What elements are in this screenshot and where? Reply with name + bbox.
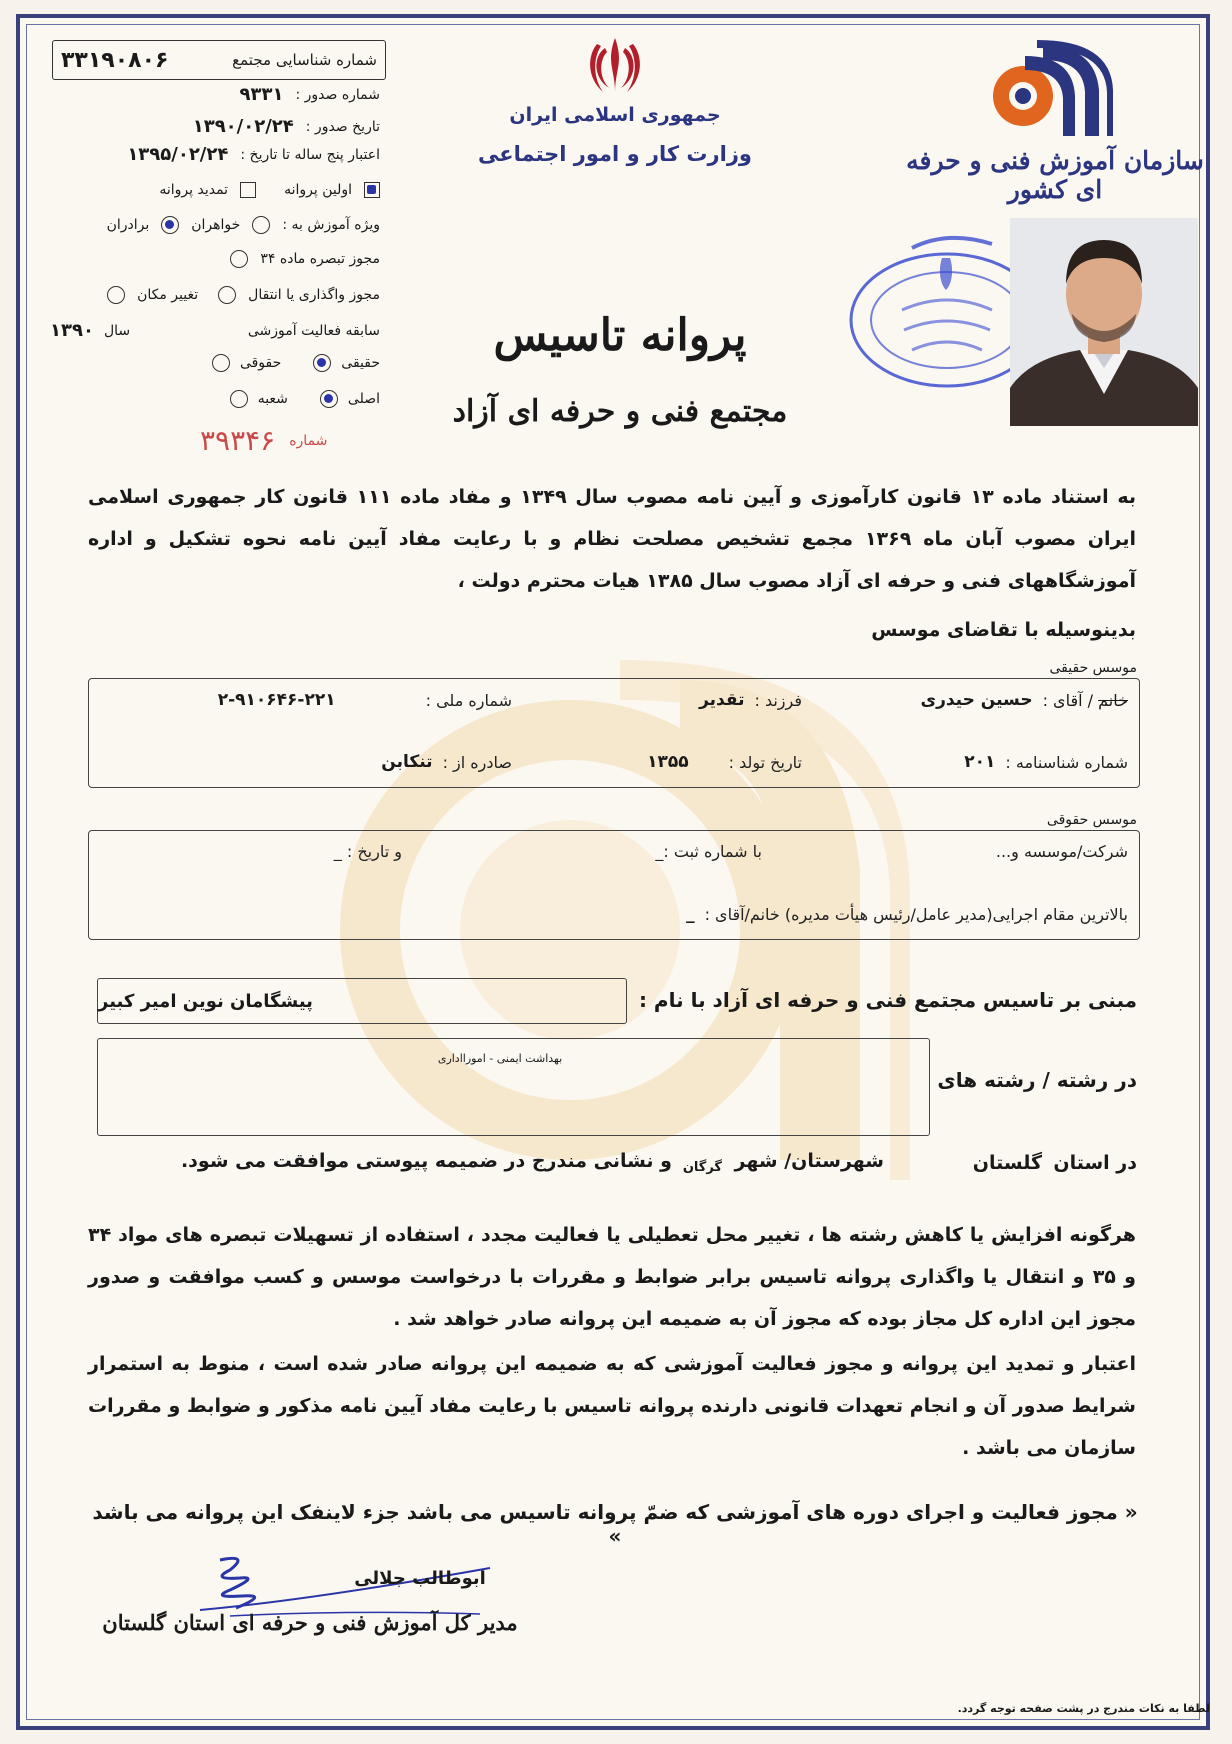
registration-number: ۳۳۱۹۰۸۰۶: [61, 47, 169, 73]
validity-date: ۱۳۹۵/۰۲/۲۴: [127, 144, 229, 165]
main-radio: [320, 390, 338, 408]
transfer-row: [107, 286, 380, 304]
manager-label: بالاترین مقام اجرایی(مدیر عامل/رئیس هیأت مدیره) خانم/آقای :: [704, 904, 1128, 924]
gender-row: [107, 216, 380, 234]
birth-cert-label: شماره شناسنامه :: [1005, 752, 1128, 772]
sisters-radio: [252, 216, 270, 234]
institute-name: پیشگامان نوین امیر کبیر: [98, 990, 313, 1012]
father-field: [699, 690, 802, 710]
serial-label: شماره: [289, 432, 328, 449]
signer-title: مدیر کل آموزش فنی و حرفه ای استان گلستان: [102, 1610, 518, 1635]
history-row: [50, 320, 380, 341]
notice-paragraph-2: اعتبار و تمدید این پروانه و مجوز فعالیت آموزشی که به ضمیمه این پروانه صادر شده است ، منوط به استمرار شرایط صدور آن و انجام تعهدات قانونی دارنده پروانه تاسیس با رعایت مفاد آیین نامه مذکور و ضوابط و مقررات سازمان می باشد .: [88, 1353, 1136, 1459]
registration-label: شماره شناسایی مجتمع: [232, 51, 377, 69]
republic-title: جمهوری اسلامی ایران: [509, 104, 721, 126]
issued-from: تنکابن: [381, 752, 433, 772]
first-license-label: اولین پروانه: [284, 182, 352, 198]
father-label: فرزند :: [754, 690, 802, 710]
issue-date: ۱۳۹۰/۰۲/۲۴: [192, 116, 294, 137]
serial-number: ۳۹۳۴۶: [200, 424, 276, 457]
ministry-title: وزارت کار و امور اجتماعی: [478, 142, 752, 166]
legal-date-field: [334, 842, 402, 861]
national-id-field: [218, 690, 512, 710]
year-value: ۱۳۹۰: [50, 320, 94, 341]
history-label: سابقه فعالیت آموزشی: [247, 322, 380, 339]
brothers-radio: [161, 216, 179, 234]
change-location-radio: [107, 286, 125, 304]
footer-note: لطفا به نکات مندرج در پشت صفحه توجه گردد.: [957, 1702, 1210, 1715]
main-label: اصلی: [347, 391, 380, 407]
institute-name-box: [97, 978, 627, 1024]
legal-label: حقوقی: [239, 355, 282, 371]
birth-date: ۱۳۵۵: [647, 752, 689, 772]
organization-logo-icon: [985, 40, 1115, 140]
transfer-label: مجوز واگذاری یا انتقال: [248, 287, 380, 303]
province-label: در استان: [1053, 1152, 1137, 1174]
title-female-struck: خانم: [1098, 690, 1128, 710]
founder-photo: [1010, 218, 1198, 426]
issue-date-row: [193, 116, 380, 137]
natural-founder-label: موسس حقیقی: [1049, 660, 1137, 676]
article34-row: [230, 250, 380, 268]
renewal-checkbox: [240, 182, 256, 198]
first-license-checkbox: [364, 182, 380, 198]
issue-number-label: شماره صدور :: [295, 86, 380, 103]
validity-label: اعتبار پنج ساله تا تاریخ :: [240, 146, 380, 163]
issued-from-label: صادره از :: [442, 752, 512, 772]
fields-value: بهداشت ایمنی - امورااداری: [437, 1052, 563, 1065]
location-tail: و نشانی مندرج در ضمیمه پیوستی موافقت می شود.: [180, 1150, 672, 1172]
brothers-label: برادران: [106, 217, 150, 233]
founder-name: حسین حیدری: [920, 690, 1033, 710]
article34-radio: [230, 250, 248, 268]
issued-from-field: [381, 752, 512, 772]
legal-date-label: و تاریخ : _: [333, 842, 402, 861]
natural-radio: [313, 354, 331, 372]
manager-field: [686, 904, 1128, 924]
license-type-row: [159, 182, 380, 198]
registration-number-box: [52, 40, 386, 80]
founder-name-field: [920, 690, 1128, 710]
validity-row: [127, 144, 380, 165]
city-label: شهرستان/ شهر: [734, 1150, 884, 1172]
portrait-icon: [1010, 218, 1198, 426]
renewal-label: تمدید پروانه: [159, 182, 229, 198]
natural-legal-row: [212, 354, 380, 372]
company-field: [996, 842, 1128, 861]
natural-label: حقیقی: [341, 355, 380, 371]
sisters-label: خواهران: [191, 217, 241, 233]
intro-paragraph: به استناد ماده ۱۳ قانون کارآموزی و آیین نامه مصوب سال ۱۳۴۹ و مفاد ماده ۱۱۱ قانون کار جمهوری اسلامی ایران مصوب آبان ماه ۱۳۶۹ مجمع تشخیص مصلحت نظام و با رعایت مفاد آیین نامه نحوه تشکیل و اداره آموزشگاههای فنی و حرفه ای آزاد مصوب سال ۱۳۸۵ هیات محترم دولت ،: [88, 486, 1136, 592]
province-value: گلستان: [972, 1152, 1042, 1174]
national-id-label: شماره ملی :: [425, 690, 512, 710]
institute-label: مبنی بر تاسیس مجتمع فنی و حرفه ای آزاد با نام :: [638, 988, 1137, 1012]
document-title: پروانه تاسیس: [493, 310, 747, 361]
serial-row: [200, 424, 327, 457]
branch-label: شعبه: [257, 391, 288, 407]
legal-reg-field: [655, 842, 762, 861]
year-label: سال: [103, 322, 131, 339]
branch-radio: [230, 390, 248, 408]
national-id: ۲-۹۱۰۶۴۶-۲۲۱: [217, 690, 336, 710]
change-location-label: تغییر مکان: [137, 287, 199, 303]
birth-date-label: تاریخ تولد :: [728, 752, 802, 772]
article34-label: مجوز تبصره ماده ۳۴: [260, 251, 380, 267]
company-label: شرکت/موسسه و...: [995, 842, 1128, 861]
document-subtitle: مجتمع فنی و حرفه ای آزاد: [452, 394, 788, 429]
intro-last-line: بدینوسیله با تقاضای موسس: [871, 619, 1136, 641]
organization-name: سازمان آموزش فنی و حرفه ای کشور: [906, 146, 1204, 204]
manager-value: _: [686, 904, 695, 924]
legal-founder-label: موسس حقوقی: [1046, 812, 1137, 828]
notice-paragraph-1: هرگونه افزایش یا کاهش رشته ها ، تغییر محل تعطیلی یا فعالیت مجدد ، استفاده از تسهیلات تبصره های مواد ۳۴ و ۳۵ و انتقال یا واگذاری پروانه تاسیس برابر ضوابط و مقررات با درخواست موسس و کسب موافقت و صدور مجوز این اداره کل مجاز بوده که مجوز آن به ضمیمه این پروانه صادر خواهد شد .: [88, 1224, 1136, 1330]
fields-label: در رشته / رشته های: [937, 1068, 1137, 1092]
issue-number: ۹۳۳۱: [239, 84, 284, 105]
legal-radio: [212, 354, 230, 372]
father-name: تقدیر: [699, 690, 745, 710]
highlight-line: « مجوز فعالیت و اجرای دوره های آموزشی که ضمّ پروانه تاسیس می باشد جزء لاینفک این پروانه می باشد »: [92, 1500, 1138, 1548]
city-value: گرگان: [682, 1160, 722, 1175]
birth-cert: ۲۰۱: [964, 752, 996, 772]
issue-date-label: تاریخ صدور :: [305, 118, 380, 135]
title-label: / آقای :: [1042, 690, 1094, 710]
birth-cert-field: [964, 752, 1128, 772]
special-label: ویژه آموزش به :: [282, 217, 380, 233]
legal-reg-label: با شماره ثبت :_: [655, 842, 762, 861]
iran-emblem-icon: [585, 34, 645, 96]
signer-name: ابوطالب جلالی: [354, 1568, 486, 1589]
issue-number-row: [239, 84, 380, 105]
transfer-radio: [218, 286, 236, 304]
birth-date-field: [647, 752, 802, 772]
